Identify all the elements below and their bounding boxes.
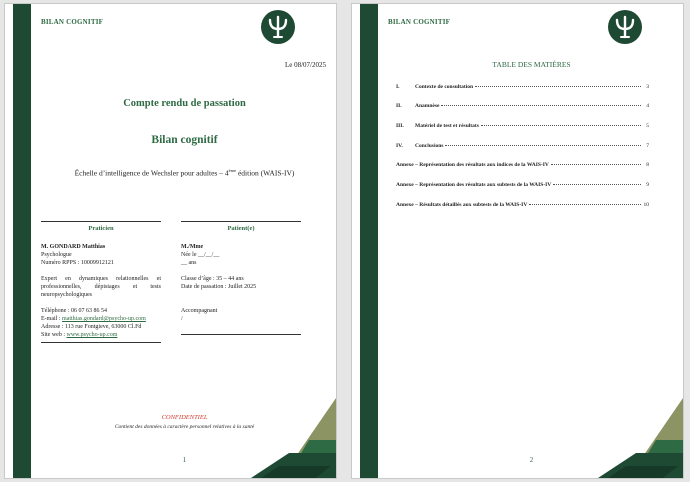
- divider: [41, 342, 161, 343]
- psi-logo-icon: [607, 9, 643, 45]
- patient-heading: Patient(e): [181, 221, 301, 233]
- toc-entry[interactable]: IV. Conclusions 7: [396, 143, 649, 149]
- scale-name: Échelle d’intelligence de Wechsler pour adultes – 4ème édition (WAIS-IV): [74, 168, 295, 178]
- toc-entry[interactable]: II. Anamnèse 4: [396, 103, 649, 109]
- page-number: 1: [182, 456, 187, 464]
- sidebar-band: [13, 4, 31, 478]
- practitioner-address: Adresse : 113 rue Fontgieve, 63000 Cl.Fd: [41, 324, 142, 330]
- practitioner-name: M. GONDARD Matthias: [41, 244, 106, 250]
- page-2: [351, 3, 684, 479]
- divider: [181, 334, 301, 335]
- patient-birth: Née le __/__/__: [181, 252, 220, 258]
- patient-test-date: Date de passation : Juillet 2025: [181, 284, 257, 290]
- corner-decoration: [251, 398, 336, 478]
- companion-value: /: [181, 316, 183, 322]
- corner-decoration: [598, 398, 683, 478]
- website-link[interactable]: www.psycho-up.com: [66, 332, 118, 338]
- page-number: 2: [529, 456, 534, 464]
- document-title: Compte rendu de passation: [123, 98, 246, 109]
- document-subtitle: Bilan cognitif: [151, 134, 218, 146]
- companion-label: Accompagnant: [181, 308, 218, 314]
- practitioner-rpps: Numéro RPPS : 10009912121: [41, 260, 114, 266]
- patient-name: M./Mme: [181, 244, 204, 250]
- header-title: BILAN COGNITIF: [41, 18, 104, 26]
- email-link[interactable]: matthias.gondard@psycho-up.com: [62, 316, 146, 322]
- confidential-label: CONFIDENTIEL: [161, 414, 208, 421]
- patient-age: __ ans: [181, 260, 197, 266]
- toc-entry[interactable]: Annexe – Représentation des résultats aux subtests de la WAIS-IV 9: [396, 182, 649, 188]
- toc-title: TABLE DES MATIÈRES: [492, 60, 571, 69]
- sidebar-band: [360, 4, 378, 478]
- page-1: [4, 3, 337, 479]
- toc-entry[interactable]: III. Matériel de test et résultats 5: [396, 123, 649, 129]
- practitioner-heading: Praticien: [41, 221, 161, 233]
- toc-entry[interactable]: I. Contexte de consultation 3: [396, 84, 649, 90]
- practitioner-block: [41, 221, 161, 343]
- practitioner-expertise: Expert en dynamiques relationnelles et professionnelles, dépistages et tests neuropsychologiques: [41, 276, 161, 298]
- practitioner-role: Psychologue: [41, 252, 72, 258]
- psi-logo-icon: [260, 9, 296, 45]
- toc-entry[interactable]: Annexe – Résultats détaillés aux subtests de la WAIS-IV 10: [396, 202, 649, 208]
- header-title: BILAN COGNITIF: [388, 18, 451, 26]
- patient-age-class: Classe d’âge : 35 – 44 ans: [181, 276, 244, 282]
- practitioner-web-line: Site web : www.psycho-up.com: [41, 332, 118, 338]
- confidential-note: Contient des données à caractère personnel relatives à la santé: [114, 424, 255, 430]
- toc-entry[interactable]: Annexe – Représentation des résultats aux indices de la WAIS-IV 8: [396, 162, 649, 168]
- practitioner-phone: Téléphone : 06 07 63 86 54: [41, 308, 107, 314]
- practitioner-email-line: E-mail : matthias.gondard@psycho-up.com: [41, 316, 146, 322]
- patient-block: [181, 221, 301, 335]
- document-date: Le 08/07/2025: [284, 61, 326, 69]
